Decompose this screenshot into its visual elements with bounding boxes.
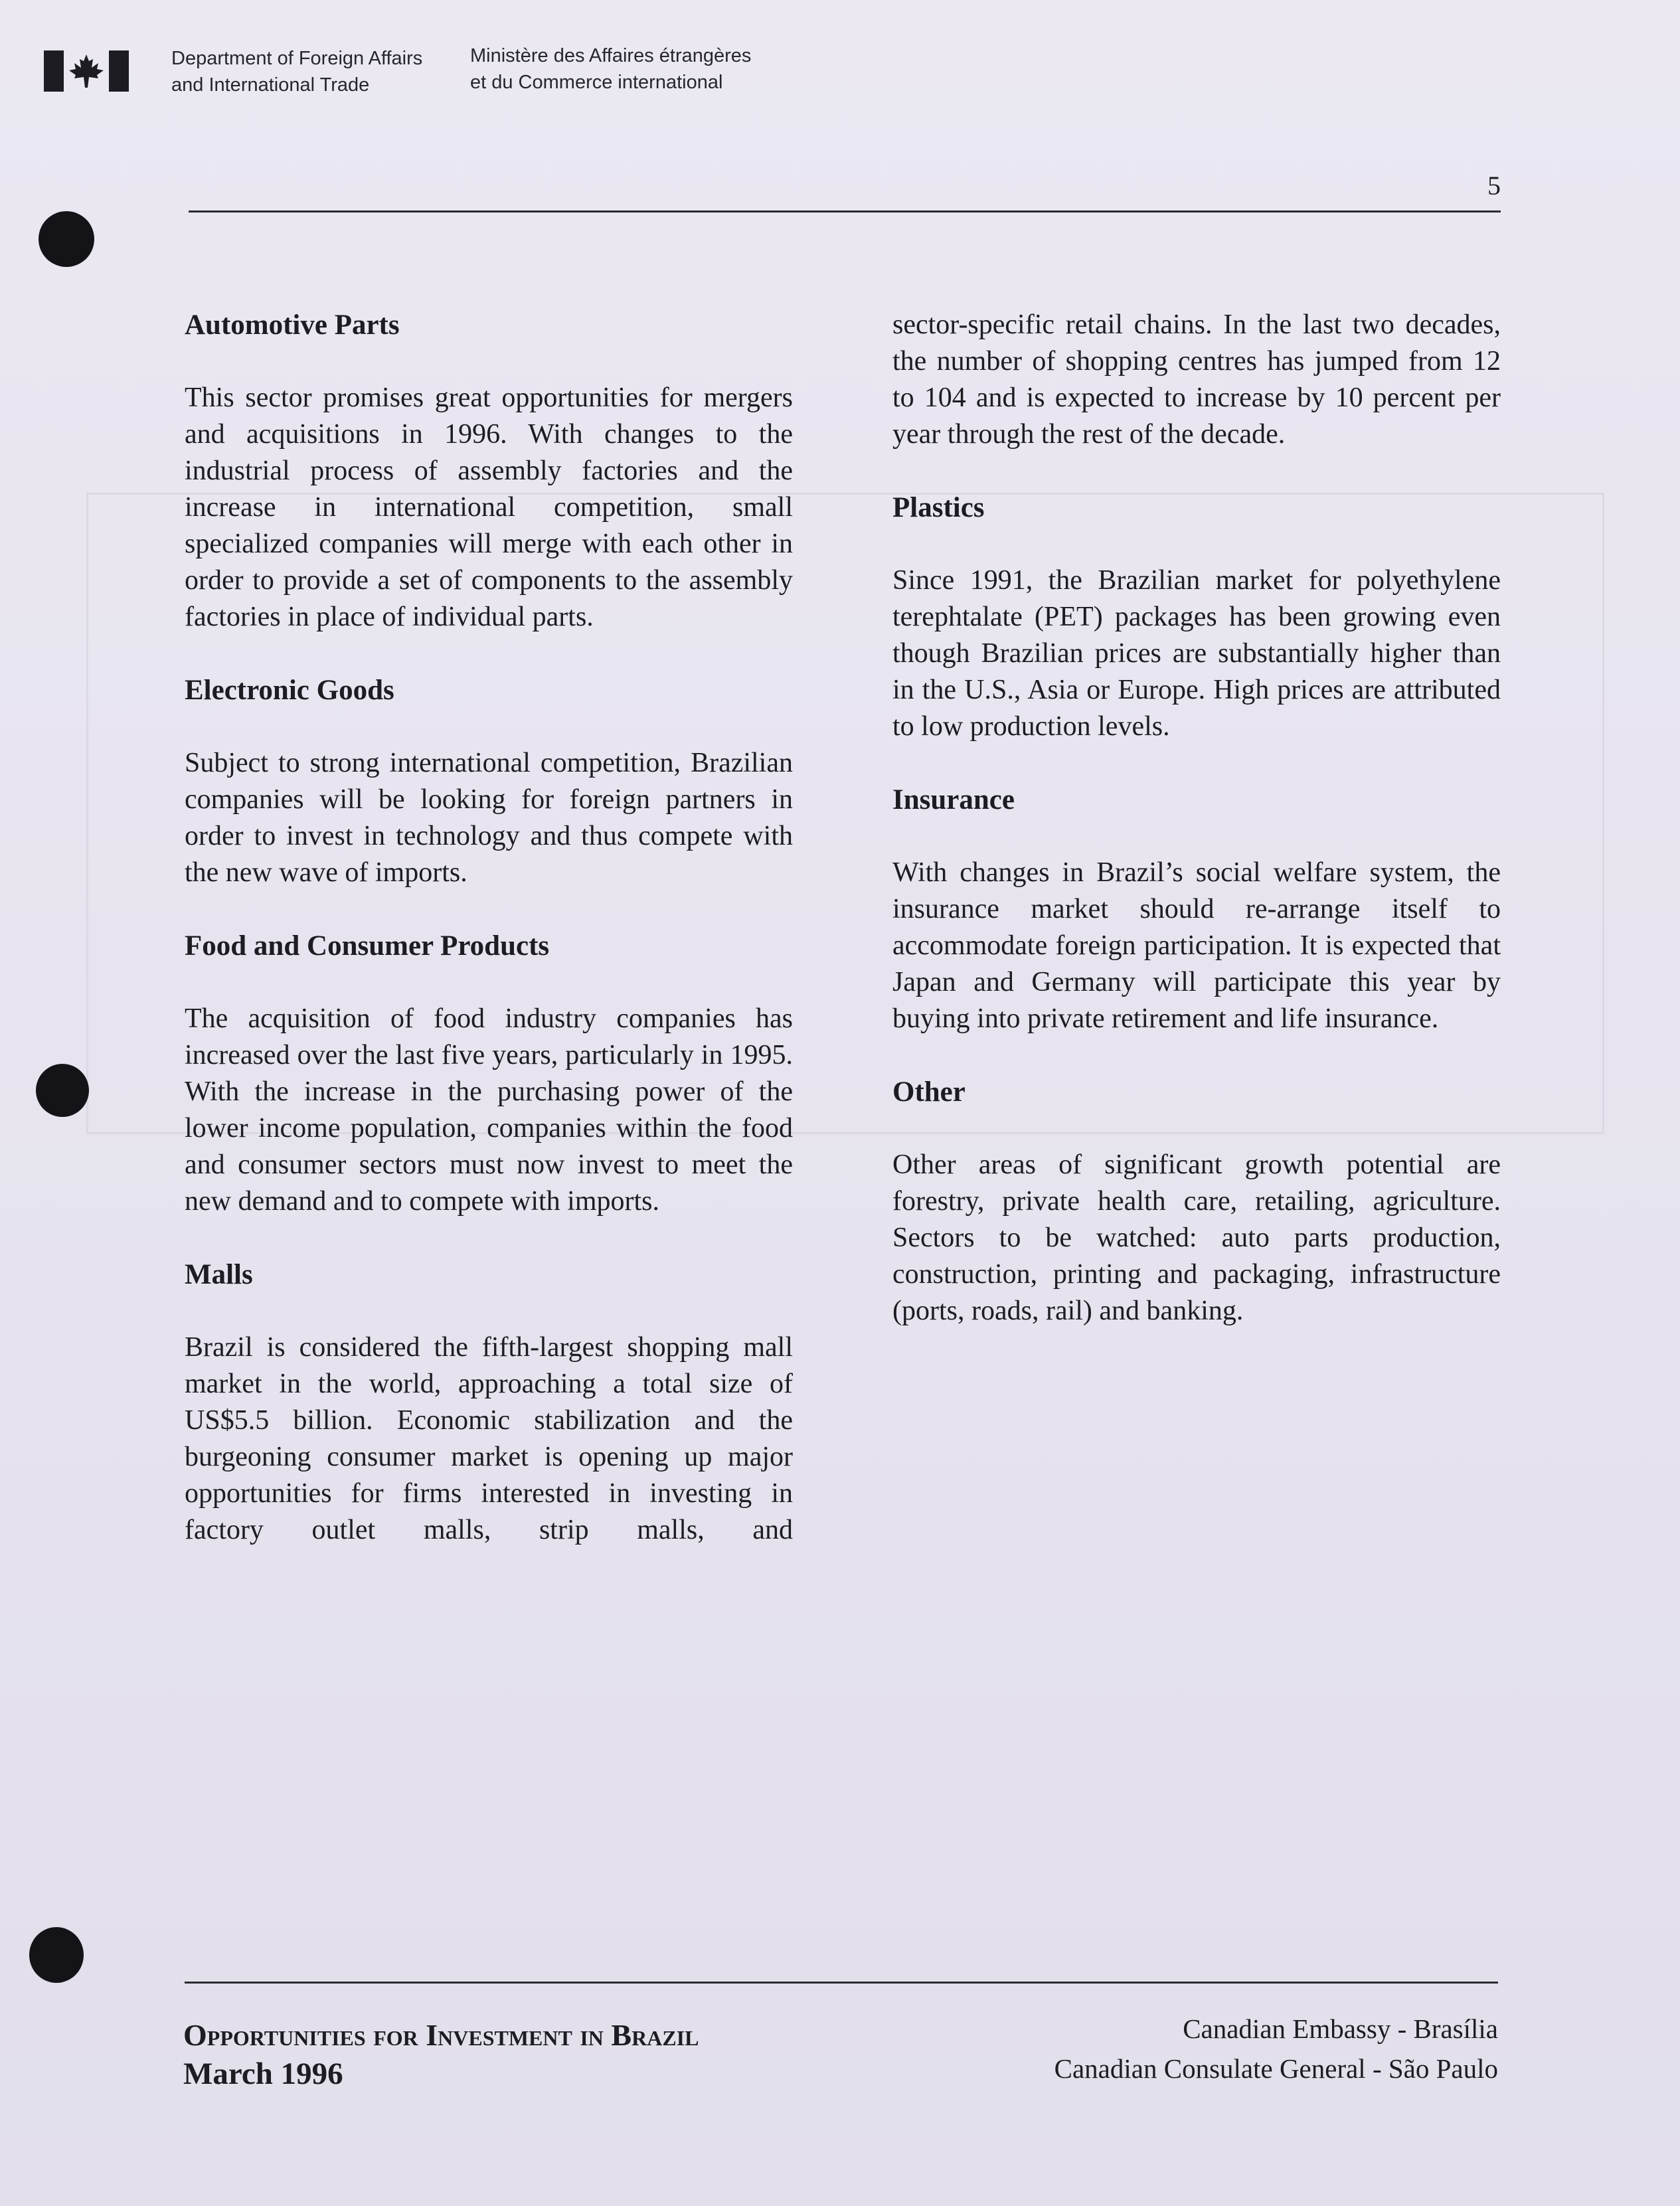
publication-title: Opportunities for Investment in Brazil [183,2018,699,2052]
header-rule [189,211,1501,212]
section-heading: Insurance [892,784,1015,815]
section-other [892,1074,1501,1329]
department-name-french [470,42,842,96]
section-heading: Malls [185,1259,253,1290]
section-body: Other areas of significant growth potential are forestry, private health care, retailing, agriculture. Sectors to be watched: auto parts production, construction, printing and packaging, infrastructure (ports, roads, rail) and banking. [892,1149,1501,1326]
dept-fr-line-2: et du Commerce international [470,72,723,93]
section-plastics [892,489,1501,745]
binder-hole-bottom [29,1927,84,1983]
dept-en-line-1: Department of Foreign Affairs [171,48,423,69]
office-embassy: Canadian Embassy - Brasília [1183,2013,1498,2044]
section-body: Brazil is considered the fifth-largest shopping mall market in the world, approaching a total size of US$5.5 billion. Economic stabilization and the burgeoning consumer market is opening up major opportunities for firms interested in investing in factory outlet malls, strip malls, and [185,1332,793,1545]
section-malls [185,1256,793,1549]
department-name-english [171,45,457,98]
right-column [892,307,1501,1329]
section-body: The acquisition of food industry companies has increased over the last five years, particularly in 1995. With the increase in the purchasing power of the lower income population, companies within the food and consumer sectors must now invest to meet the new demand and to compete with imports. [185,1003,793,1217]
section-body: Since 1991, the Brazilian market for polyethylene terephtalate (PET) packages has been growing even though Brazilian prices are substantially higher than in the U.S., Asia or Europe. High prices are attributed to low production levels. [892,565,1501,742]
section-heading: Electronic Goods [185,675,394,706]
canada-flag-logo [44,50,129,92]
maple-leaf-icon [68,53,105,89]
section-automotive-parts [185,307,793,636]
binder-hole-top [39,211,94,267]
section-body: This sector promises great opportunities for mergers and acquisitions in 1996. With changes to the industrial process of assembly factories and the increase in international competition, small specialized companies will merge with each other in order to provide a set of components to the assembly factories in place of individual parts. [185,382,793,632]
section-body: Subject to strong international competition, Brazilian companies will be looking for foreign partners in order to invest in technology and thus compete with the new wave of imports. [185,748,793,888]
malls-continuation: sector-specific retail chains. In the last two decades, the number of shopping centres has jumped from 12 to 104 and is expected to increase by 10 percent per year through the rest of the decade. [892,309,1501,450]
page-number: 5 [1487,171,1501,201]
section-body: With changes in Brazil’s social welfare system, the insurance market should re-arrange itself to accommodate foreign participation. It is expected that Japan and Germany will participate this year by buying into private retirement and life insurance. [892,857,1501,1034]
section-heading: Automotive Parts [185,309,400,341]
footer-rule [185,1982,1498,1984]
office-consulate: Canadian Consulate General - São Paulo [1054,2053,1498,2084]
dept-en-line-2: and International Trade [171,74,370,96]
binder-hole-middle [36,1064,89,1117]
section-electronic-goods [185,672,793,891]
dept-fr-line-1: Ministère des Affaires étrangères [470,45,752,66]
left-column [185,307,793,1549]
section-heading: Food and Consumer Products [185,930,550,962]
flag-right-bar [109,50,129,92]
section-insurance [892,782,1501,1037]
publication-date: March 1996 [183,2057,343,2091]
flag-left-bar [44,50,64,92]
section-heading: Other [892,1076,966,1108]
section-food-consumer-products [185,928,793,1220]
section-heading: Plastics [892,492,985,523]
